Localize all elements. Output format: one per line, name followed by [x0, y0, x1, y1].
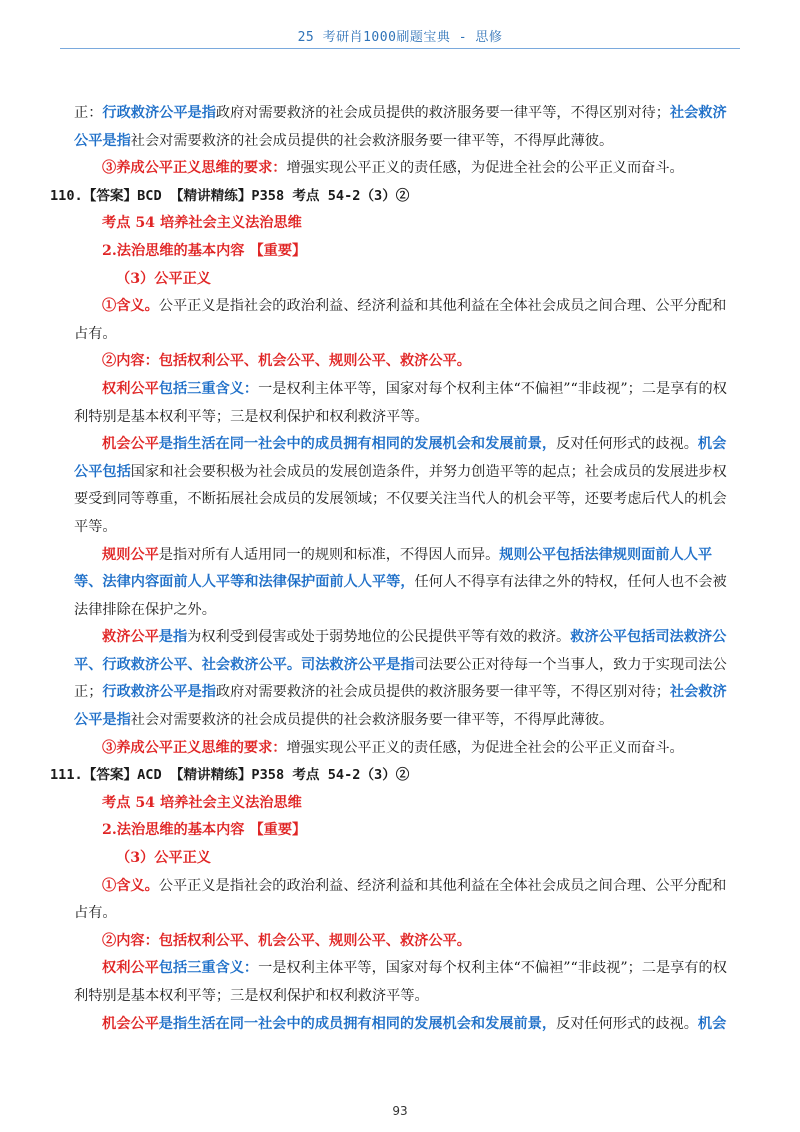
paragraph: ②内容：包括权利公平、机会公平、规则公平、救济公平。 — [102, 932, 471, 949]
paragraph: ③养成公平正义思维的要求：增强实现公平正义的责任感，为促进全社会的公平正义而奋斗。 — [102, 739, 684, 756]
paragraph: ②内容：包括权利公平、机会公平、规则公平、救济公平。 — [102, 353, 471, 370]
kaodian-heading: 考点 54 培养社会主义法治思维 — [102, 215, 302, 232]
header-divider — [60, 48, 740, 49]
paragraph: 机会公平是指生活在同一社会中的成员拥有相同的发展机会和发展前景，反对任何形式的歧视。机会 — [102, 1015, 727, 1032]
paragraph: 规则公平是指对所有人适用同一的规则和标准，不得因人而异。规则公平包括法律规则面前人人平等、法律内容面前人人平等和法律保护面前人人平等，任何人不得享有法律之外的特权，任何人也不会被法律排除在保护之外。 — [74, 546, 727, 618]
paragraph: 机会公平是指生活在同一社会中的成员拥有相同的发展机会和发展前景，反对任何形式的歧视。机会公平包括国家和社会要积极为社会成员的发展创造条件，并努力创造平等的起点；社会成员的发展进步权要受到同等尊重，不断拓展社会成员的发展领域；不仅要关注当代人的机会平等，还要考虑后代人的机会平等。 — [74, 436, 727, 535]
section-heading: （3）公平正义 — [116, 270, 211, 287]
sub-heading: 2.法治思维的基本内容 【重要】 — [102, 242, 307, 259]
paragraph: ③养成公平正义思维的要求：增强实现公平正义的责任感，为促进全社会的公平正义而奋斗。 — [102, 160, 684, 177]
paragraph: 救济公平是指为权利受到侵害或处于弱势地位的公民提供平等有效的救济。救济公平包括司法救济公平、行政救济公平、社会救济公平。司法救济公平是指司法要公正对待每一个当事人，致力于实现司法公正；行政救济公平是指政府对需要救济的社会成员提供的救济服务要一律平等，不得区别对待；社会救济公平是指社会对需要救济的社会成员提供的社会救济服务要一律平等，不得厚此薄彼。 — [74, 629, 727, 729]
paragraph: ①含义。公平正义是指社会的政治利益、经济利益和其他利益在全体社会成员之间合理、公平分配和占有。 — [74, 877, 727, 922]
sub-heading: 2.法治思维的基本内容 【重要】 — [102, 822, 307, 839]
question-title: 110.【答案】BCD 【精讲精练】P358 考点 54-2（3）② — [50, 187, 410, 204]
section-heading: （3）公平正义 — [116, 850, 211, 867]
page-content — [50, 100, 728, 1038]
page-number: 93 — [392, 1104, 408, 1118]
paragraph: 正：行政救济公平是指政府对需要救济的社会成员提供的救济服务要一律平等，不得区别对待；社会救济公平是指社会对需要救济的社会成员提供的社会救济服务要一律平等，不得厚此薄彼。 — [74, 105, 727, 149]
paragraph: ①含义。公平正义是指社会的政治利益、经济利益和其他利益在全体社会成员之间合理、公平分配和占有。 — [74, 298, 727, 342]
paragraph: 权利公平包括三重含义：一是权利主体平等，国家对每个权利主体“不偏袒”“非歧视”；二是享有的权利特别是基本权利平等；三是权利保护和权利救济平等。 — [74, 380, 727, 425]
question-title: 111.【答案】ACD 【精讲精练】P358 考点 54-2（3）② — [50, 767, 410, 784]
kaodian-heading: 考点 54 培养社会主义法治思维 — [102, 794, 302, 811]
page-header: 25 考研肖1000刷题宝典 - 思修 — [297, 30, 503, 45]
paragraph: 权利公平包括三重含义：一是权利主体平等，国家对每个权利主体“不偏袒”“非歧视”；二是享有的权利特别是基本权利平等；三是权利保护和权利救济平等。 — [74, 960, 727, 1004]
